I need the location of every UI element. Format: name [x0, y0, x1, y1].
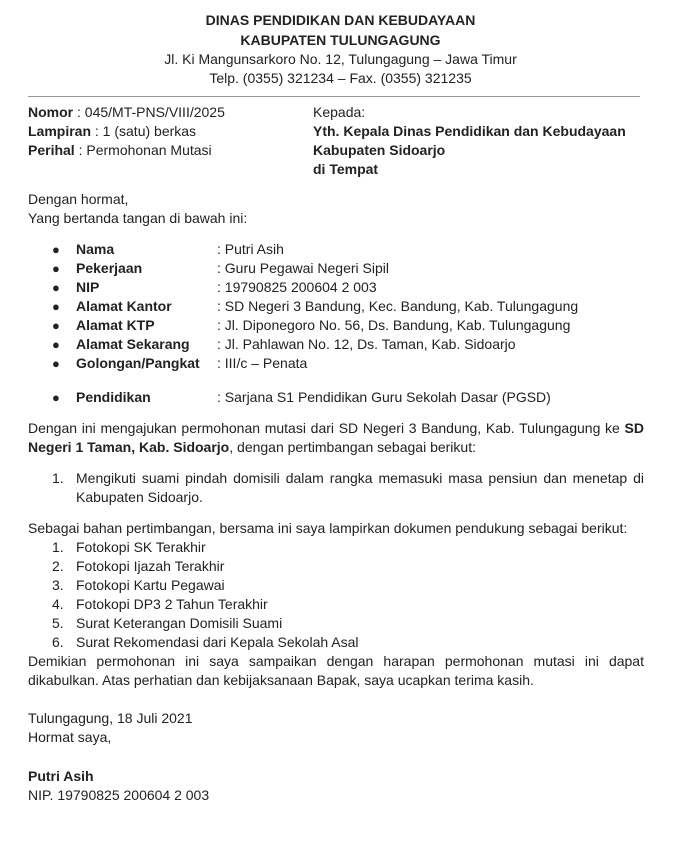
identity-item [28, 388, 645, 407]
identity-value: : Guru Pegawai Negeri Sipil [217, 260, 389, 276]
identity-item [28, 354, 645, 373]
letter-page [28, 10, 645, 805]
letterhead-address: Jl. Ki Mangunsarkoro No. 12, Tulungagung – Jawa Timur [164, 51, 517, 67]
recipient-line1: Yth. Kepala Dinas Pendidikan dan Kebudayaan [313, 123, 626, 139]
attachment-text: Fotokopi DP3 2 Tahun Terakhir [76, 596, 268, 612]
bullet-icon: ● [52, 337, 60, 352]
request-text-1: Dengan ini mengajukan permohonan mutasi dari SD Negeri 3 Bandung, Kab. Tulungagung ke [28, 420, 625, 436]
request-destination: SD Negeri 1 Taman, Kab. Sidoarjo [28, 420, 644, 455]
lampiran-value: : 1 (satu) berkas [91, 123, 197, 139]
letterhead-region: KABUPATEN TULUNGAGUNG [240, 32, 441, 48]
signer-name: Putri Asih [28, 768, 94, 784]
bullet-icon: ● [52, 242, 60, 257]
identity-item [28, 278, 645, 297]
meta-fields [28, 103, 225, 160]
place-date: Tulungagung, 18 Juli 2021 [28, 710, 193, 726]
letter-meta [28, 103, 645, 179]
identity-value: : Jl. Diponegoro No. 56, Ds. Bandung, Kab. Tulungagung [217, 317, 571, 333]
reason-number: 1. [52, 470, 64, 486]
greeting: Dengan hormat, [28, 191, 129, 207]
attachment-number: 5. [52, 615, 64, 631]
identity-label: Pekerjaan [76, 260, 143, 276]
identity-value: : Sarjana S1 Pendidikan Guru Sekolah Dasar (PGSD) [217, 389, 551, 405]
intro: Yang bertanda tangan di bawah ini: [28, 210, 248, 226]
identity-label: Golongan/Pangkat [76, 355, 200, 371]
attachment-text: Fotokopi SK Terakhir [76, 539, 206, 555]
attachment-item [28, 576, 644, 595]
identity-item [28, 297, 645, 316]
meta-perihal [28, 141, 225, 160]
attachment-intro: Sebagai bahan pertimbangan, bersama ini saya lampirkan dokumen pendukung sebagai berikut: [28, 520, 628, 536]
bullet-icon: ● [52, 318, 60, 333]
bullet-icon: ● [52, 280, 60, 295]
nomor-value: : 045/MT-PNS/VIII/2025 [73, 104, 225, 120]
identity-item [28, 240, 645, 259]
reason-list [28, 469, 645, 507]
attachment-item [28, 614, 644, 633]
attachment-number: 1. [52, 539, 64, 555]
attachment-text: Fotokopi Ijazah Terakhir [76, 558, 225, 574]
regards: Hormat saya, [28, 729, 112, 745]
attachment-text: Surat Keterangan Domisili Suami [76, 615, 283, 631]
recipient-line2: Kabupaten Sidoarjo [313, 142, 446, 158]
attachment-item [28, 557, 644, 576]
reason-item [28, 469, 644, 507]
bullet-icon: ● [52, 390, 60, 405]
attachment-list [28, 538, 644, 652]
identity-value: : 19790825 200604 2 003 [217, 279, 377, 295]
identity-label: Alamat KTP [76, 317, 155, 333]
identity-label: Alamat Kantor [76, 298, 172, 314]
attachment-item [28, 595, 644, 614]
identity-item [28, 316, 645, 335]
attachment-item [28, 538, 644, 557]
identity-value: : III/c – Penata [217, 355, 308, 371]
identity-value: : SD Negeri 3 Bandung, Kec. Bandung, Kab. Tulungagung [217, 298, 579, 314]
request-paragraph [28, 419, 644, 457]
bullet-icon: ● [52, 299, 60, 314]
attachment-text: Fotokopi Kartu Pegawai [76, 577, 225, 593]
attachment-number: 2. [52, 558, 64, 574]
bullet-icon: ● [52, 261, 60, 276]
recipient-line3: di Tempat [313, 161, 379, 177]
identity-value: : Putri Asih [217, 241, 284, 257]
reason-text: Mengikuti suami pindah domisili dalam rangka memasuki masa pensiun dan menetap di Kabupaten Sidoarjo. [76, 470, 644, 505]
letterhead [36, 10, 645, 88]
identity-value: : Jl. Pahlawan No. 12, Ds. Taman, Kab. Sidoarjo [217, 336, 516, 352]
identity-list [28, 240, 645, 407]
attachment-number: 6. [52, 634, 64, 650]
meta-nomor [28, 103, 225, 122]
identity-item [28, 335, 645, 354]
attachment-section [28, 519, 644, 690]
signature-block [28, 709, 645, 805]
perihal-value: : Permohonan Mutasi [74, 142, 212, 158]
opening [28, 190, 645, 228]
perihal-label: Perihal [28, 142, 75, 158]
letterhead-agency: DINAS PENDIDIKAN DAN KEBUDAYAAN [205, 12, 476, 28]
recipient-kepada: Kepada: [313, 104, 366, 120]
attachment-item [28, 633, 644, 652]
header-divider [28, 96, 640, 97]
identity-label: Nama [76, 241, 115, 257]
identity-item [28, 259, 645, 278]
recipient-block [313, 103, 626, 179]
letterhead-contact: Telp. (0355) 321234 – Fax. (0355) 321235 [209, 70, 472, 86]
request-text-2: , dengan pertimbangan sebagai berikut: [229, 439, 476, 455]
attachment-number: 4. [52, 596, 64, 612]
identity-label: NIP [76, 279, 100, 295]
attachment-number: 3. [52, 577, 64, 593]
lampiran-label: Lampiran [28, 123, 92, 139]
signer-nip: NIP. 19790825 200604 2 003 [28, 787, 210, 803]
attachment-text: Surat Rekomendasi dari Kepala Sekolah Asal [76, 634, 359, 650]
meta-lampiran [28, 122, 225, 141]
closing-paragraph: Demikian permohonan ini saya sampaikan dengan harapan permohonan mutasi ini dapat dikabulkan. Atas perhatian dan kebijaksanaan Bapak, saya ucapkan terima kasih. [28, 653, 644, 688]
nomor-label: Nomor [28, 104, 74, 120]
identity-label: Alamat Sekarang [76, 336, 190, 352]
bullet-icon: ● [52, 356, 60, 371]
identity-label: Pendidikan [76, 389, 151, 405]
